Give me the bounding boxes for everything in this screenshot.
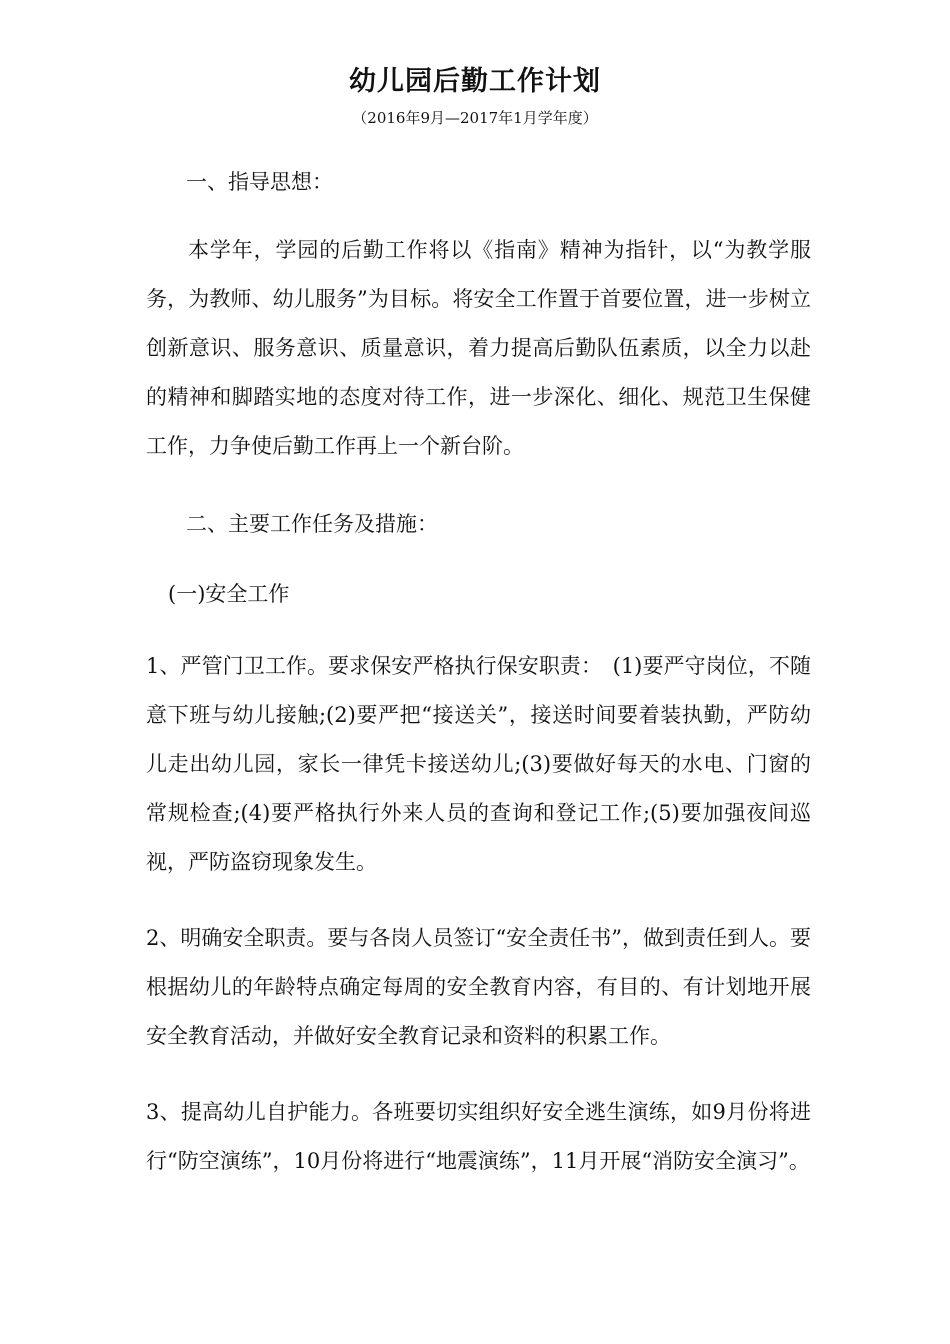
document-title: 幼儿园后勤工作计划 xyxy=(349,66,601,97)
list-item-safety-duties: 2、明确安全职责。要与各岗人员签订“安全责任书”，做到责任到人。要根据幼儿的年龄特点确定每周的安全教育内容，有目的、有计划地开展安全教育活动，并做好安全教育记录和资料的积累工作。 xyxy=(146,926,811,1048)
paragraph-guiding-ideology: 本学年，学园的后勤工作将以《指南》精神为指针，以“为教学服务，为教师、幼儿服务”为目标。将安全工作置于首要位置，进一步树立创新意识、服务意识、质量意识，着力提高后勤队伍素质，以全力以赴的精神和脚踏实地的态度对待工作，进一步深化、细化、规范卫生保健工作，力争使后勤工作再上一个新台阶。 xyxy=(146,238,811,458)
document-subtitle: （2016年9月—2017年1月学年度） xyxy=(352,109,598,127)
subsection-heading-safety: (一)安全工作 xyxy=(168,582,290,606)
section-heading-main-tasks: 二、主要工作任务及措施： xyxy=(186,512,438,536)
list-item-self-protection: 3、提高幼儿自护能力。各班要切实组织好安全逃生演练，如9月份将进行“防空演练”，10月份将进行“地震演练”，11月开展“消防安全演习”。 xyxy=(146,1100,811,1173)
section-heading-guiding-ideology: 一、指导思想： xyxy=(186,170,333,194)
list-item-gate-security: 1、严管门卫工作。要求保安严格执行保安职责： (1)要严守岗位，不随意下班与幼儿接触;(2)要严把“接送关”，接送时间要着装执勤，严防幼儿走出幼儿园，家长一律凭卡接送幼儿;(3)要做好每天的水电、门窗的常规检查;(4)要严格执行外来人员的查询和登记工作;(5)要加强夜间巡视，严防盗窃现象发生。 xyxy=(146,654,811,874)
